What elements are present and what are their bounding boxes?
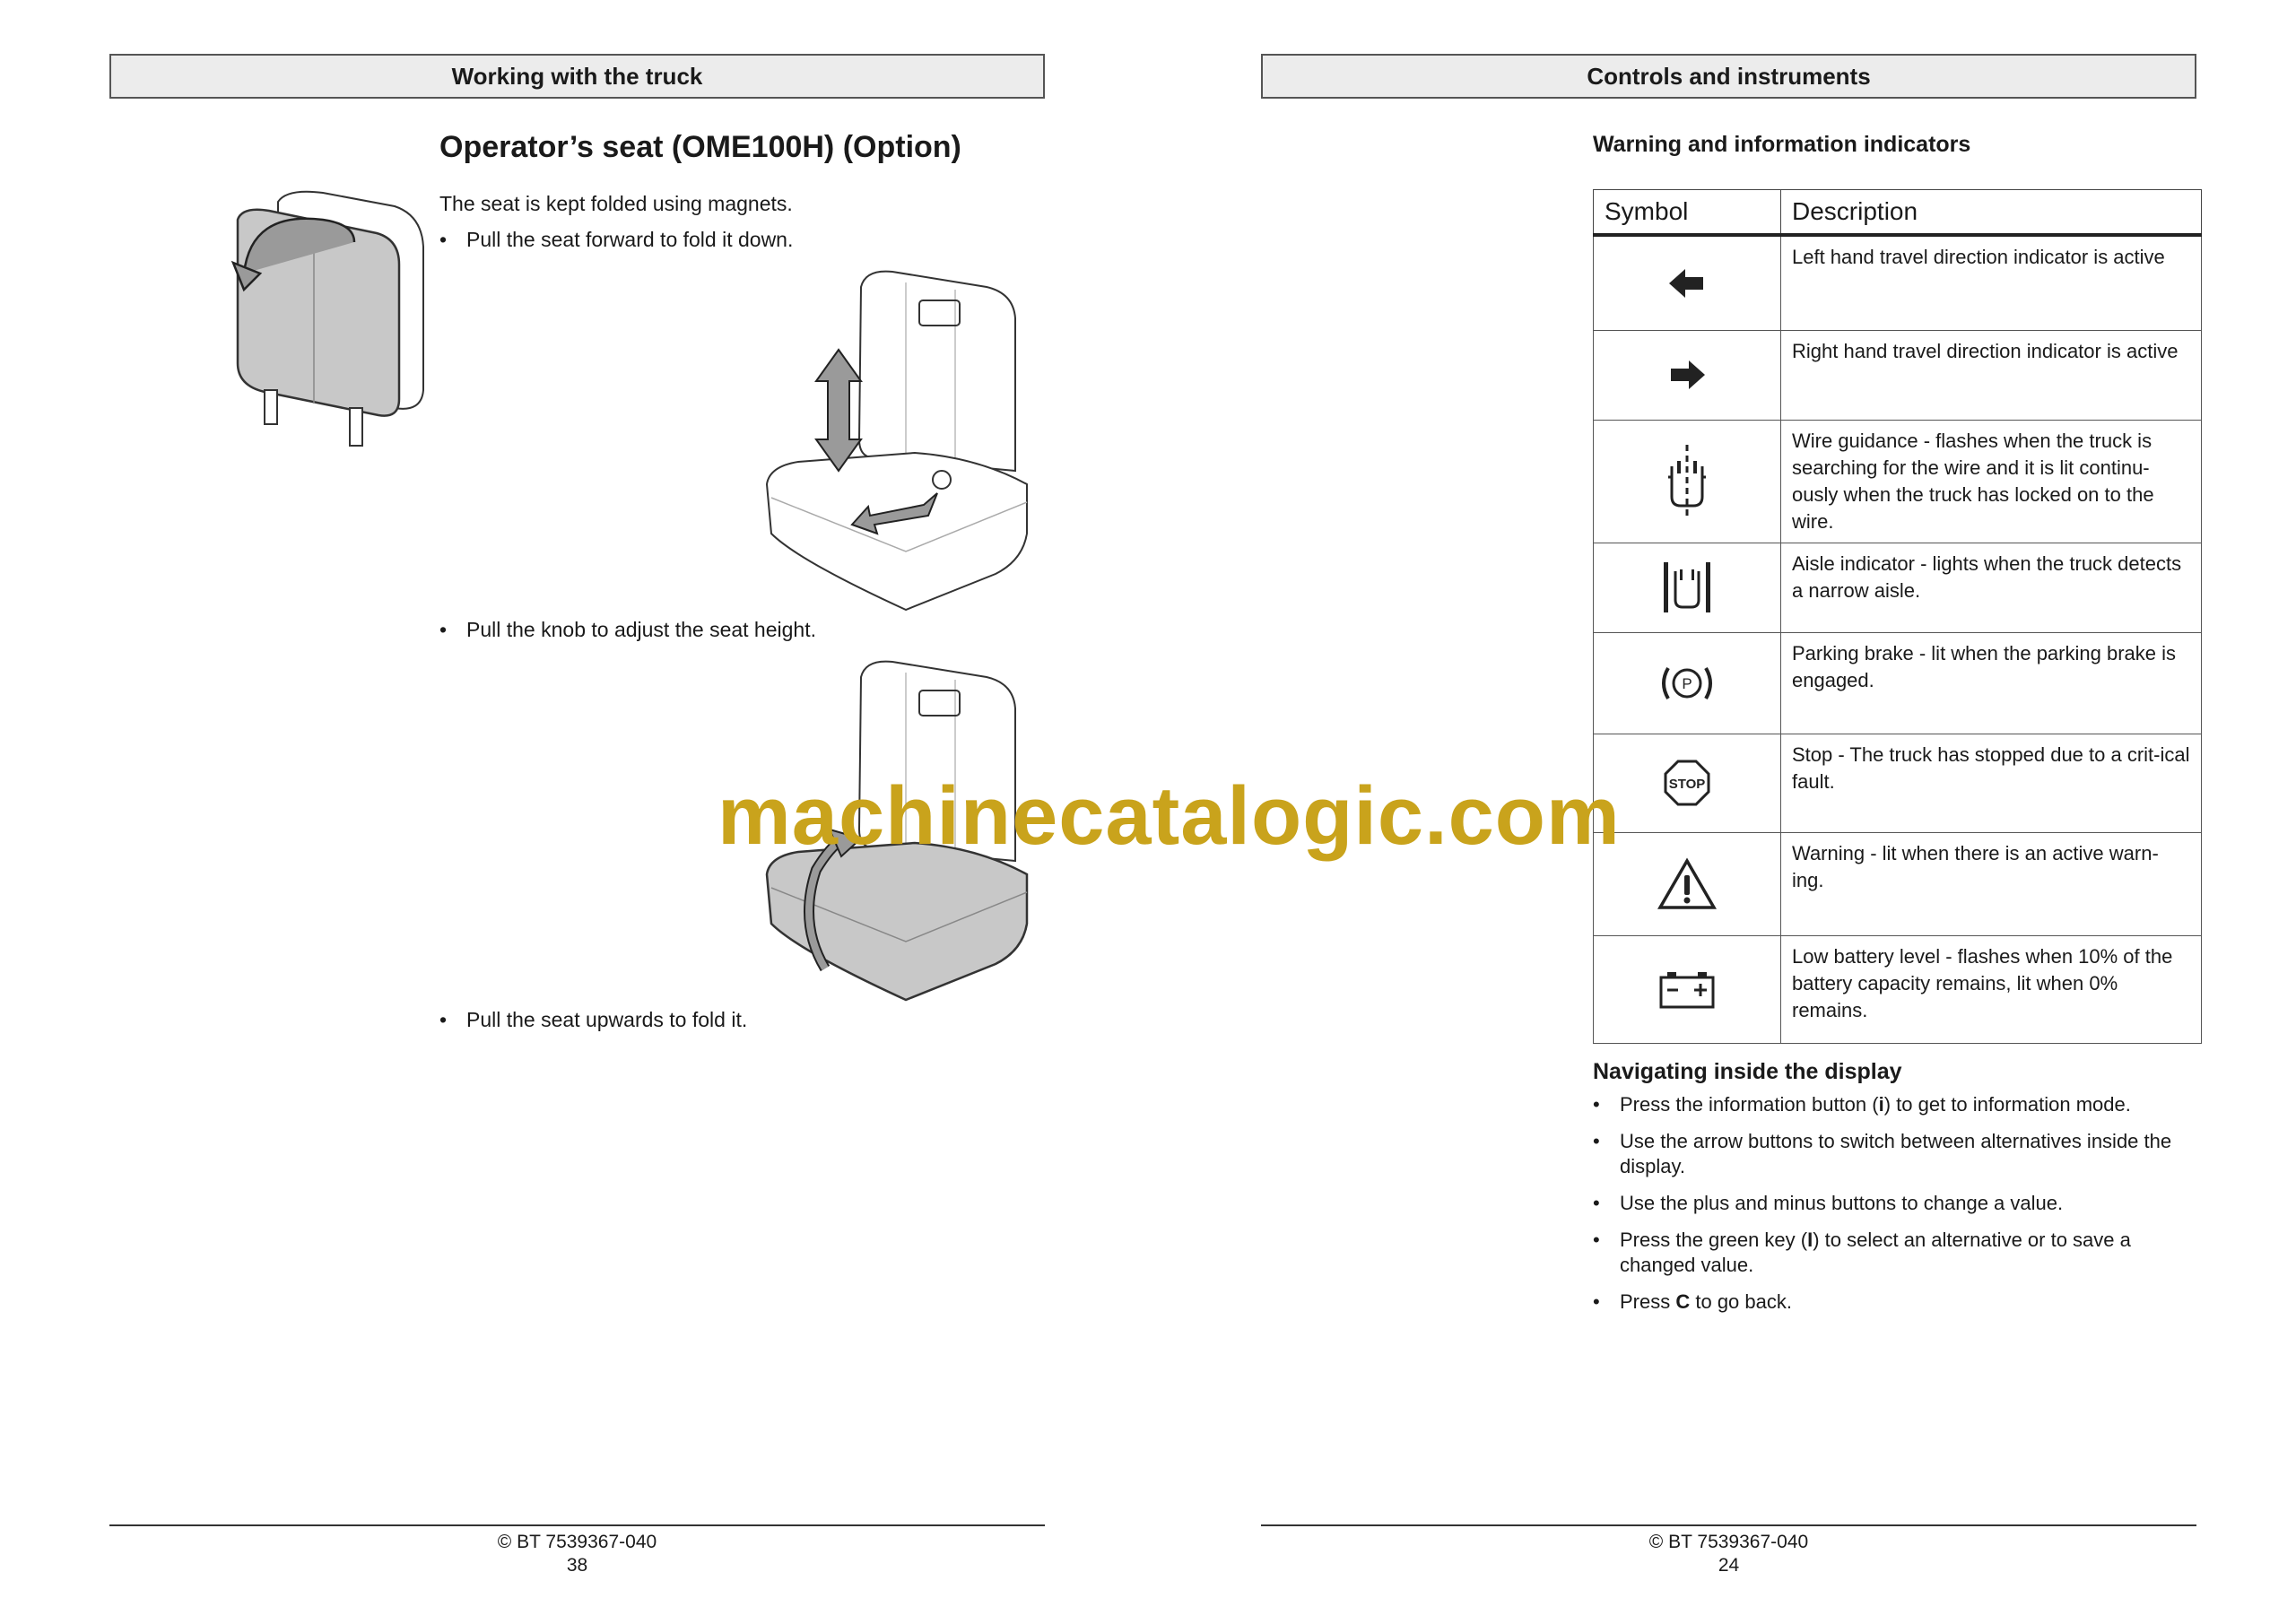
list-item: • Press the information button (i) to get to information mode.	[1593, 1093, 2131, 1116]
parking-brake-icon	[1657, 661, 1717, 706]
right-arrow-icon	[1667, 357, 1707, 393]
table-row	[1594, 632, 2202, 734]
row-description: Low battery level - flashes when 10% of the battery capacity remains, lit when 0% remains.	[1781, 935, 2202, 1043]
wire-guidance-icon	[1665, 441, 1709, 522]
right-page-number: 24	[1718, 1555, 1740, 1576]
table-row	[1594, 832, 2202, 935]
table-row	[1594, 235, 2202, 330]
indicators-table	[1593, 189, 2202, 1044]
table-row	[1594, 734, 2202, 832]
left-page: Working with the truck Operator’s seat (OME100H) (Option) The seat is kept folded using magnets. • Pull the seat forward to fold it down. • Pull the knob to adjust the seat height. • Pull the seat upwards to fold it. © BT 7539367-040 38	[0, 0, 1148, 1624]
left-header: Working with the truck	[109, 54, 1045, 99]
left-arrow-icon	[1667, 265, 1707, 301]
stop-icon	[1663, 759, 1711, 807]
nav-heading: Navigating inside the display	[1593, 1059, 1902, 1084]
battery-icon	[1658, 968, 1716, 1010]
row-description: Wire guidance - flashes when the truck is searching for the wire and it is lit continu-ously when the truck has locked on to the wire.	[1781, 420, 2202, 543]
row-description: Parking brake - lit when the parking brake is engaged.	[1781, 632, 2202, 734]
list-item: • Press C to go back.	[1593, 1290, 1792, 1313]
row-description: Aisle indicator - lights when the truck detects a narrow aisle.	[1781, 543, 2202, 632]
table-row	[1594, 420, 2202, 543]
intro-text: The seat is kept folded using magnets.	[439, 192, 793, 215]
aisle-indicator-icon	[1662, 560, 1712, 614]
left-page-number: 38	[566, 1555, 588, 1576]
row-description: Stop - The truck has stopped due to a crit-ical fault.	[1781, 734, 2202, 832]
list-item: • Use the arrow buttons to switch between alternatives inside the display.	[1593, 1130, 2172, 1177]
seat-height-illustration	[762, 265, 1058, 614]
svg-text:P: P	[1682, 674, 1692, 692]
col-header-description: Description	[1781, 190, 2202, 236]
right-footer-line	[1261, 1524, 2196, 1526]
list-item: • Press the green key (I) to select an alternative or to save a changed value.	[1593, 1229, 2131, 1276]
svg-text:STOP: STOP	[1668, 777, 1706, 792]
right-footer-copyright: © BT 7539367-040	[1648, 1532, 1809, 1552]
folded-seat-illustration	[224, 184, 439, 453]
row-description: Right hand travel direction indicator is active	[1781, 330, 2202, 420]
page-title: Operator’s seat (OME100H) (Option)	[439, 130, 961, 164]
col-header-symbol: Symbol	[1594, 190, 1781, 236]
table-row	[1594, 543, 2202, 632]
left-footer-copyright: © BT 7539367-040	[497, 1532, 657, 1552]
watermark: machinecatalogic.com	[718, 770, 1621, 862]
list-item: • Use the plus and minus buttons to change a value.	[1593, 1192, 2064, 1214]
nav-list	[1593, 1092, 2202, 1326]
right-header: Controls and instruments	[1261, 54, 2196, 99]
row-description: Left hand travel direction indicator is active	[1781, 235, 2202, 330]
row-description: Warning - lit when there is an active warn-ing.	[1781, 832, 2202, 935]
table-row	[1594, 330, 2202, 420]
table-row	[1594, 935, 2202, 1043]
warning-triangle-icon	[1657, 857, 1717, 911]
section-heading: Warning and information indicators	[1593, 132, 1971, 157]
left-footer-line	[109, 1524, 1045, 1526]
